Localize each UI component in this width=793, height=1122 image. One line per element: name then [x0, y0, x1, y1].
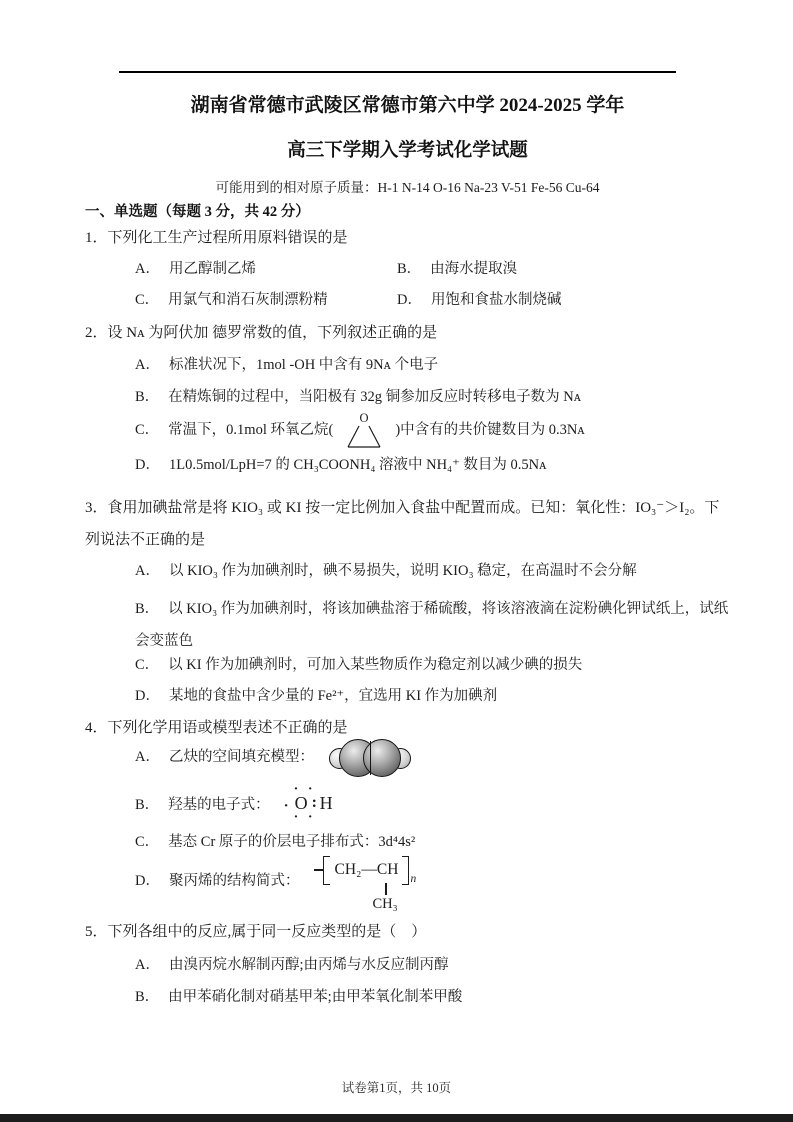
option-2b-label: B．	[135, 389, 160, 405]
header-rule	[119, 71, 676, 73]
bond-stub-left	[314, 869, 323, 870]
option-3d-label: D．	[135, 688, 160, 704]
option-2a-text: 标准状况下，1mol -OH 中含有 9Nᴀ 个电子	[168, 357, 439, 373]
option-2d	[135, 455, 546, 476]
option-3c-text: 以 KI 作为加碘剂时，可加入某些物质作为稳定剂以减少碘的损失	[168, 657, 583, 673]
sphere-contact-seam	[370, 741, 371, 775]
option-4b	[135, 782, 343, 826]
polypropylene-structural-formula	[314, 853, 434, 911]
option-4a	[135, 735, 411, 781]
option-5b-text: 由甲苯硝化制对硝基甲苯;由甲苯氧化制苯甲酸	[168, 989, 463, 1005]
option-1b-text: 由海水提取溴	[430, 261, 518, 277]
option-4c-text: 基态 Cr 原子的价层电子排布式：3d⁴4s²	[168, 834, 416, 850]
option-4d-text: 聚丙烯的结构简式：	[168, 873, 300, 890]
oxygen-symbol: O	[294, 793, 308, 813]
chain-formula: CH₂—CH	[334, 860, 399, 878]
question-1-stem: 1．下列化工生产过程所用原料错误的是	[85, 230, 348, 246]
option-4b-label: B．	[135, 797, 160, 814]
option-4b-text: 羟基的电子式：	[168, 797, 270, 814]
option-1c-label: C．	[135, 292, 160, 308]
option-3b-label: B．	[135, 601, 160, 617]
option-1c	[135, 290, 397, 311]
option-2d-label: D．	[135, 457, 160, 473]
option-1d-text: 用饱和食盐水制烧碱	[430, 292, 562, 308]
option-1d	[397, 290, 561, 311]
option-4a-label: A．	[135, 749, 160, 766]
option-4d-label: D．	[135, 873, 160, 890]
option-3d	[135, 686, 497, 707]
option-3a-label: A．	[135, 563, 160, 579]
option-2a-label: A．	[135, 357, 160, 373]
polymer-main-chain	[314, 855, 415, 885]
page-bottom-edge	[0, 1114, 793, 1122]
question-3-stem: 3．食用加碘盐常是将 KIO₃ 或 KI 按一定比例加入食盐中配置而成。已知：氧化性：IO₃⁻＞I₂。下列说法不正确的是	[85, 500, 720, 548]
option-3d-text: 某地的食盐中含少量的 Fe²⁺，宜选用 KI 作为加碘剂	[168, 688, 498, 704]
electron-dots-bottom: · ·	[293, 810, 316, 825]
option-2d-text: 1L0.5mol/LpH=7 的 CH₃COONH₄ 溶液中 NH₄⁺ 数目为 0.5Nᴀ	[168, 457, 547, 473]
question-2-stem: 2．设 Nᴀ 为阿伏加 德罗常数的值，下列叙述正确的是	[85, 325, 438, 341]
option-3c	[135, 655, 582, 676]
bracket-left	[323, 856, 330, 885]
option-2c	[135, 408, 585, 454]
carbon-sphere-right	[363, 739, 401, 777]
option-1a	[135, 259, 397, 280]
option-3c-label: C．	[135, 657, 160, 673]
option-1b	[397, 259, 517, 280]
question-1-options-row-1	[135, 259, 729, 280]
methyl-branch: CH₃	[372, 896, 398, 912]
exam-title-line2: 高三下学期入学考试化学试题	[287, 141, 528, 161]
electron-dot-left: ·	[283, 798, 289, 814]
question-4-stem: 4．下列化学用语或模型表述不正确的是	[85, 720, 348, 736]
option-1b-label: B．	[397, 261, 422, 277]
atomic-masses-note: 可能用到的相对原子质量：H-1 N-14 O-16 Na-23 V-51 Fe-56 Cu-64	[215, 180, 600, 195]
exam-title-line1: 湖南省常德市武陵区常德市第六中学 2024-2025 学年	[190, 95, 625, 116]
option-1c-text: 用氯气和消石灰制漂粉精	[168, 292, 328, 308]
option-1a-label: A．	[135, 261, 160, 277]
option-4a-text: 乙炔的空间填充模型：	[168, 749, 314, 766]
option-5b-label: B．	[135, 989, 160, 1005]
ring-oxygen-label: O	[359, 411, 369, 425]
option-4c-label: C．	[135, 834, 160, 850]
option-1d-label: D．	[397, 292, 422, 308]
option-1a-text: 用乙醇制乙烯	[168, 261, 256, 277]
acetylene-space-filling-model	[329, 736, 411, 780]
question-1-options-row-2	[135, 290, 729, 311]
option-3b-text: 以 KIO₃ 作为加碘剂时，将该加碘盐溶于稀硫酸，将该溶液滴在淀粉碘化钾试纸上，试纸会变蓝色	[135, 601, 729, 649]
option-2c-text-pre: 常温下，0.1mol 环氧乙烷(	[168, 422, 334, 439]
option-3a-text: 以 KIO₃ 作为加碘剂时，碘不易损失，说明 KIO₃ 稳定，在高温时不会分解	[168, 563, 637, 579]
repeat-subscript-n: n	[410, 872, 417, 885]
option-4d	[135, 852, 434, 912]
section-header: 一、单选题（每题 3 分，共 42 分）	[85, 204, 310, 220]
bracket-right	[402, 856, 409, 885]
option-2b-text: 在精炼铜的过程中，当阳极有 32g 铜参加反应时转移电子数为 Nᴀ	[168, 389, 582, 405]
option-2a	[135, 355, 438, 376]
ethylene-oxide-ring-diagram	[342, 410, 386, 452]
option-3a	[135, 561, 637, 582]
electron-dots-top: · ·	[293, 782, 316, 797]
page-footer: 试卷第1页，共 10页	[341, 1081, 452, 1095]
option-5a-label: A．	[135, 957, 160, 973]
option-4c	[135, 832, 415, 853]
option-3b	[135, 593, 729, 657]
option-5a-text: 由溴丙烷水解制丙醇;由丙烯与水反应制丙醇	[168, 957, 449, 973]
hydroxyl-electron-dot-formula	[283, 782, 343, 825]
electron-dots-bonding-pair: :	[311, 794, 317, 811]
option-2c-label: C．	[135, 422, 160, 439]
option-2b	[135, 387, 581, 408]
option-5b	[135, 987, 462, 1008]
hydrogen-symbol: H	[319, 793, 333, 813]
option-5a	[135, 955, 449, 976]
question-5-stem: 5．下列各组中的反应,属于同一反应类型的是（ ）	[85, 924, 427, 940]
option-2c-text-post: )中含有的共价键数目为 0.3Nᴀ	[395, 422, 585, 439]
